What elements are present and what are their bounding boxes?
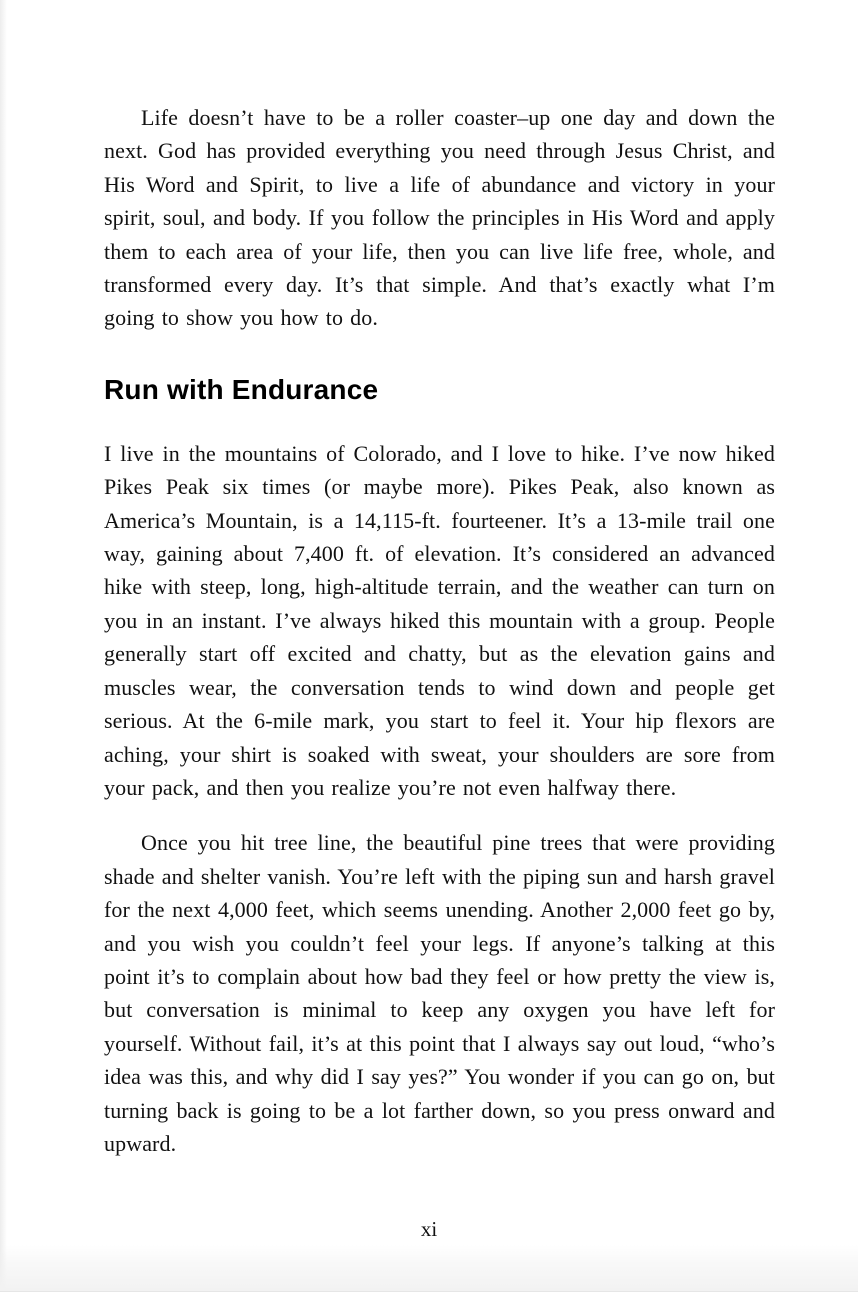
section-heading: Run with Endurance (104, 373, 379, 405)
page-number: xi (420, 1217, 438, 1241)
paragraph-treeline: Once you hit tree line, the beautiful pine trees that were providing shade and shelter vanish. You’re left with the piping sun and harsh gravel for the next 4,000 feet, which seems unending. Another 2,000 feet go by, and you wish you couldn’t feel your legs. If anyone’s talking at this point it’s to complain about how bad they feel or how pretty the view is, but conversation is minimal to keep any oxygen you have left for yourself. Without fail, it’s at this point that I always say out loud, “who’s idea was this, and why did I say yes?” You wonder if you can go on, but turning back is going to be a lot farther down, so you press onward and upward. (104, 830, 775, 1156)
page-left-edge-shading (0, 0, 7, 1292)
page-bottom-edge-shading (0, 1245, 858, 1292)
paragraph-intro: Life doesn’t have to be a roller coaster–up one day and down the next. God has provided everything you need through Jesus Christ, and His Word and Spirit, to live a life of abundance and victory in your spirit, soul, and body. If you follow the principles in His Word and apply them to each area of your life, then you can live life free, whole, and transformed every day. It’s that simple. And that’s exactly what I’m going to show you how to do. (104, 105, 775, 331)
paragraph-hiking: I live in the mountains of Colorado, and I love to hike. I’ve now hiked Pikes Peak six times (or maybe more). Pikes Peak, also known as America’s Mountain, is a 14,115-ft. fourteener. It’s a 13-mile trail one way, gaining about 7,400 ft. of elevation. It’s considered an advanced hike with steep, long, high-altitude terrain, and the weather can turn on you in an instant. I’ve always hiked this mountain with a group. People generally start off excited and chatty, but as the elevation gains and muscles wear, the conversation tends to wind down and people get serious. At the 6-mile mark, you start to feel it. Your hip flexors are aching, your shirt is soaked with sweat, your shoulders are sore from your pack, and then you realize you’re not even halfway there. (104, 440, 775, 800)
page-content (104, 101, 775, 1160)
